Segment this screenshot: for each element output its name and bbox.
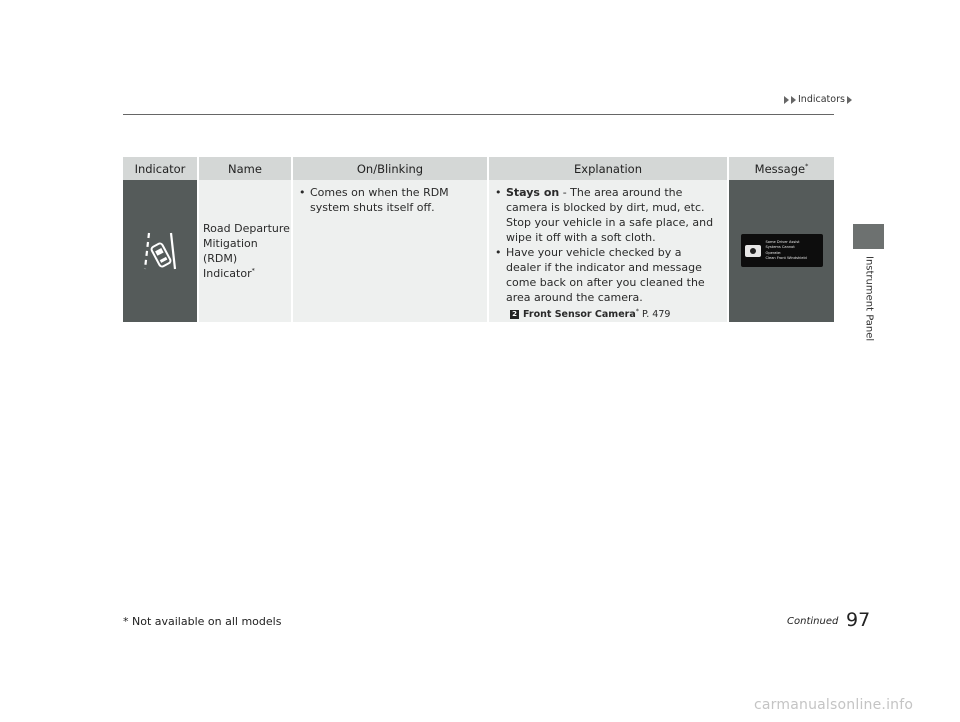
breadcrumb-label: Indicators bbox=[798, 94, 845, 105]
message-line: Systems Cannot bbox=[765, 245, 795, 249]
sidebar-label: Instrument Panel bbox=[863, 256, 875, 342]
road-departure-mitigation-icon bbox=[143, 229, 177, 273]
cross-reference-arrow-icon: 2 bbox=[510, 310, 519, 319]
name-cell bbox=[198, 180, 292, 322]
table-row bbox=[123, 180, 834, 322]
breadcrumb-arrow-icon bbox=[784, 96, 789, 104]
sidebar-tab bbox=[853, 224, 884, 249]
table-header-row bbox=[123, 157, 834, 180]
breadcrumb bbox=[784, 94, 852, 105]
message-line: Clean Front Windshield bbox=[765, 256, 807, 260]
indicator-cell bbox=[123, 180, 198, 322]
indicator-name-line: Road Departure bbox=[203, 221, 290, 235]
on-blinking-cell bbox=[292, 180, 488, 322]
camera-warning-icon bbox=[745, 245, 761, 257]
message-line: Operate: bbox=[765, 250, 782, 255]
explanation-cell bbox=[488, 180, 728, 322]
message-display bbox=[741, 234, 823, 267]
breadcrumb-arrow-icon bbox=[847, 96, 852, 104]
explanation-bullet: • Have your vehicle checked by a dealer if the indicator and message come back on after you cleaned the area around the camera. bbox=[495, 245, 719, 305]
explanation-bullet: • Stays on - The area around the camera is blocked by dirt, mud, etc. Stop your vehicle in a safe place, and wipe it off with a soft cloth. bbox=[495, 185, 719, 245]
col-header-name: Name bbox=[198, 157, 292, 180]
cross-reference-link[interactable]: 2 Front Sensor Camera* P. 479 bbox=[489, 307, 727, 322]
col-header-on-blinking: On/Blinking bbox=[292, 157, 488, 180]
message-cell bbox=[728, 180, 834, 322]
continued-label: Continued bbox=[787, 616, 839, 627]
footnote: * Not available on all models bbox=[123, 615, 282, 628]
col-header-indicator: Indicator bbox=[123, 157, 198, 180]
col-header-message: Message* bbox=[728, 157, 834, 180]
indicator-name-line: Mitigation bbox=[203, 236, 258, 250]
message-line: Some Driver Assist bbox=[765, 239, 800, 244]
indicator-table bbox=[123, 157, 834, 322]
on-blinking-text: • Comes on when the RDM system shuts itself off. bbox=[299, 185, 479, 215]
col-header-explanation: Explanation bbox=[488, 157, 728, 180]
indicator-name-line: (RDM) Indicator* bbox=[203, 251, 255, 280]
header-rule bbox=[123, 114, 834, 115]
page-number: 97 bbox=[846, 609, 871, 631]
breadcrumb-arrow-icon bbox=[791, 96, 796, 104]
watermark: carmanualsonline.info bbox=[754, 697, 914, 713]
